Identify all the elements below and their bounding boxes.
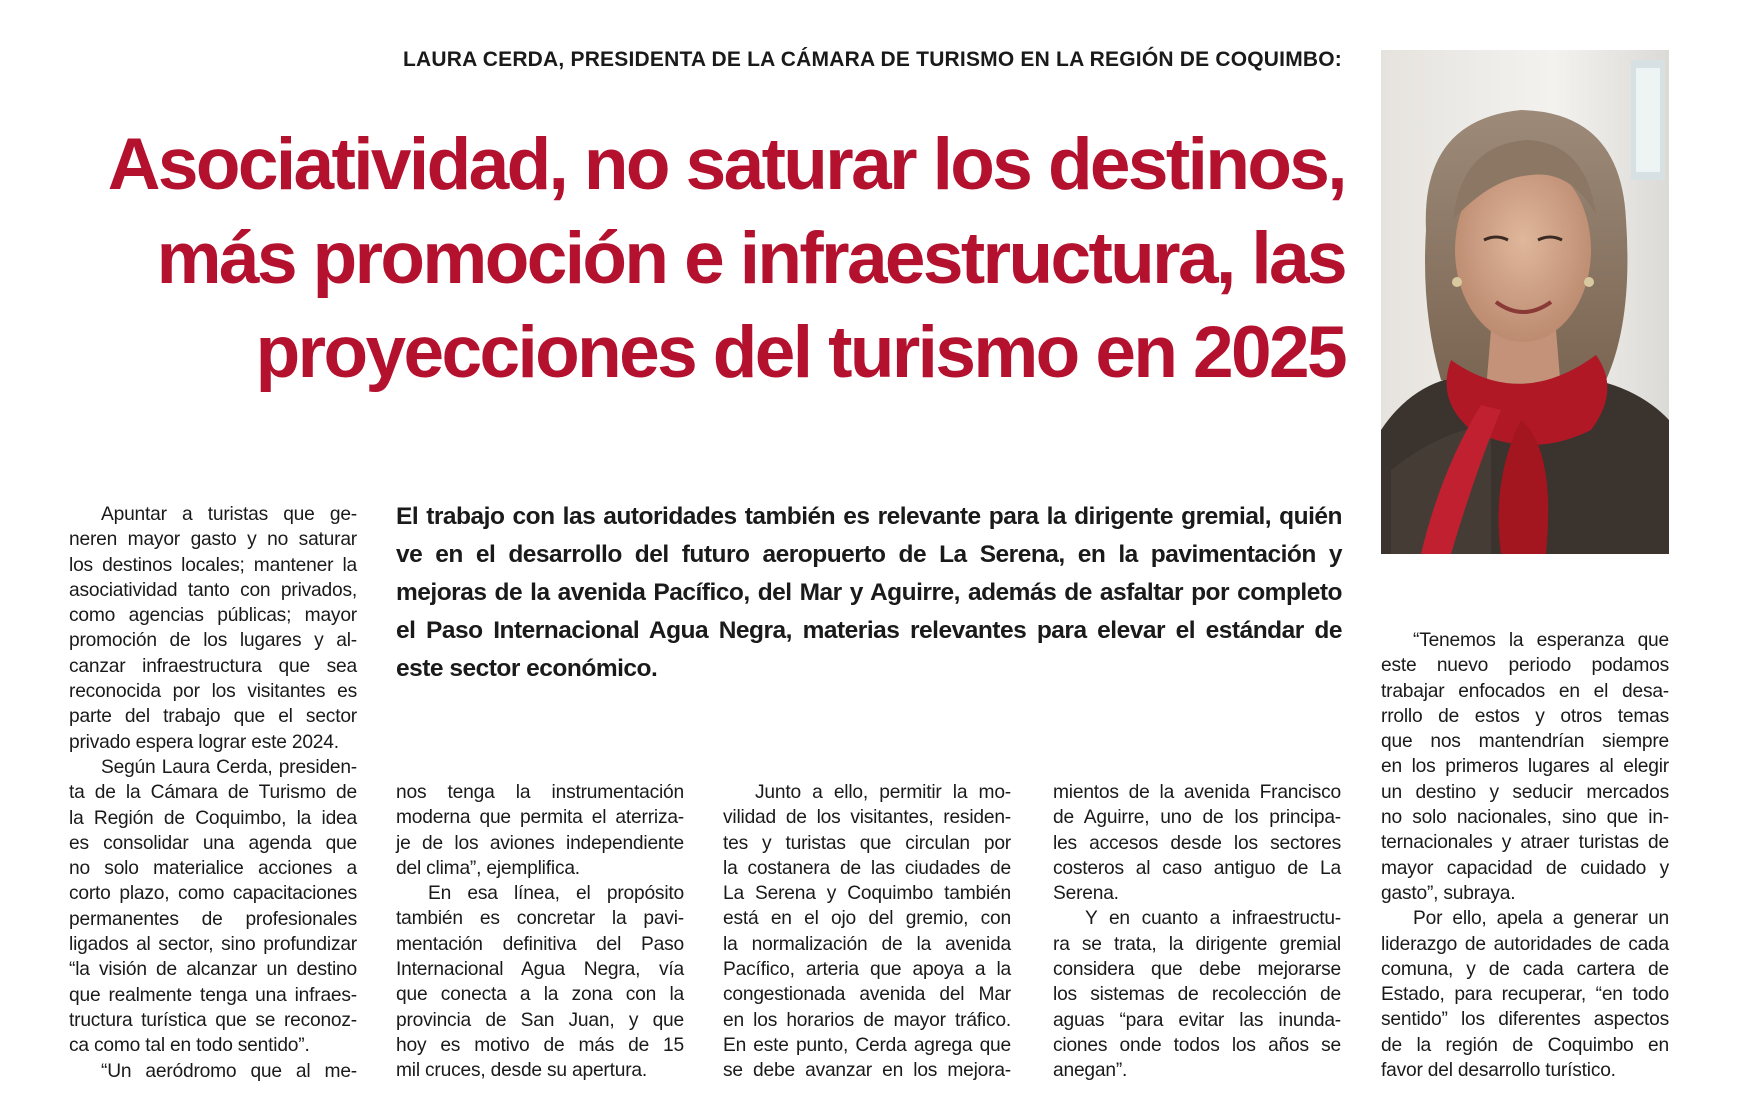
body-line: en los horarios de mayor tráfico. bbox=[723, 1009, 1011, 1031]
body-line: Apuntar a turistas que ge- bbox=[101, 504, 357, 525]
body-line: los sistemas de recolección de bbox=[1053, 984, 1341, 1006]
body-line: ra se trata, la dirigente gremial bbox=[1053, 933, 1341, 955]
body-line: trabajar enfocados en el desa- bbox=[1381, 680, 1669, 702]
body-line: “la visión de alcanzar un destino bbox=[69, 959, 357, 981]
body-line: En esa línea, el propósito bbox=[428, 883, 684, 905]
body-line: ternacionales y atraer turistas de bbox=[1381, 832, 1669, 854]
body-line: Serena. bbox=[1053, 883, 1119, 905]
body-line: La Serena y Coquimbo también bbox=[723, 883, 1011, 905]
body-line: parte del trabajo que el sector bbox=[69, 706, 357, 728]
body-line: Pacífico, arteria que apoya a la bbox=[723, 959, 1011, 981]
body-line: vilidad de los visitantes, residen- bbox=[723, 807, 1011, 829]
body-line: canzar infraestructura que sea bbox=[69, 655, 357, 677]
body-line: mentación definitiva del Paso bbox=[396, 933, 684, 955]
article-lead: El trabajo con las autoridades también es relevante para la dirigente gremial, quién ve en el desarrollo del futuro aeropuerto de La Serena, en la pavimentación y mejoras de la avenida Pacífico, del Mar y Aguirre, además de asfaltar por completo el Paso Internacional Agua Negra, materias relevantes para elevar el estándar de este sector económico. bbox=[396, 503, 1342, 682]
body-line: asociatividad tanto con privados, bbox=[69, 579, 357, 601]
body-line: je de los aviones independiente bbox=[396, 832, 684, 854]
body-line: privado espera lograr este 2024. bbox=[69, 731, 339, 753]
body-line: se debe avanzar en los mejora- bbox=[723, 1060, 1011, 1082]
body-line: favor del desarrollo turístico. bbox=[1381, 1060, 1616, 1082]
body-line: sentido” los diferentes aspectos bbox=[1381, 1009, 1669, 1031]
body-line: Junto a ello, permitir la mo- bbox=[755, 782, 1011, 803]
body-line: como agencias públicas; mayor bbox=[69, 605, 357, 627]
body-line: congestionada avenida del Mar bbox=[723, 984, 1011, 1006]
body-line: corto plazo, como capacitaciones bbox=[69, 883, 357, 905]
body-column-5 bbox=[1381, 628, 1669, 1083]
body-line: este nuevo periodo podamos bbox=[1381, 655, 1669, 677]
body-column-1 bbox=[69, 502, 357, 1084]
body-line: ciones onde todos los años se bbox=[1053, 1034, 1341, 1056]
body-line: de Aguirre, uno de los principa- bbox=[1053, 807, 1341, 829]
body-line: neren mayor gasto y no saturar bbox=[69, 529, 357, 551]
body-line: que realmente tenga una infraes- bbox=[69, 984, 357, 1006]
article-headline bbox=[60, 118, 1345, 400]
body-line: gasto”, subraya. bbox=[1381, 882, 1516, 904]
body-line: costeros al caso antiguo de La bbox=[1053, 857, 1341, 879]
body-line: les accesos desde los sectores bbox=[1053, 832, 1341, 854]
body-line: “Tenemos la esperanza que bbox=[1413, 630, 1669, 651]
portrait-illustration bbox=[1381, 50, 1669, 554]
body-line: no solo nacionales, sino que in- bbox=[1381, 807, 1669, 829]
body-line: un destino y seducir mercados bbox=[1381, 781, 1669, 803]
body-column-4 bbox=[1053, 780, 1341, 1084]
body-line: rrollo de estos y otros temas bbox=[1381, 705, 1669, 727]
body-line: Según Laura Cerda, presiden- bbox=[101, 756, 357, 778]
body-line: mientos de la avenida Francisco bbox=[1053, 782, 1341, 803]
body-column-3 bbox=[723, 780, 1011, 1084]
body-line: promoción de los lugares y al- bbox=[69, 630, 357, 652]
body-line: aguas “para evitar las inunda- bbox=[1053, 1009, 1341, 1031]
body-line: los destinos locales; mantener la bbox=[69, 554, 357, 576]
body-line: es consolidar una agenda que bbox=[69, 832, 357, 854]
body-line: tructura turística que se reconoz- bbox=[69, 1009, 357, 1031]
body-line: “Un aeródromo que al me- bbox=[101, 1060, 357, 1082]
body-line: Por ello, apela a generar un bbox=[1413, 908, 1669, 930]
portrait-photo bbox=[1381, 50, 1669, 554]
headline-line: proyecciones del turismo en 2025 bbox=[255, 312, 1345, 393]
headline-line: más promoción e infraestructura, las bbox=[156, 218, 1345, 299]
body-line: no solo materialice acciones a bbox=[69, 858, 357, 880]
body-line: mil cruces, desde su apertura. bbox=[396, 1060, 648, 1082]
headline-line: Asociatividad, no saturar los destinos, bbox=[107, 124, 1345, 205]
body-line: ta de la Cámara de Turismo de bbox=[69, 782, 357, 804]
body-line: hoy es motivo de más de 15 bbox=[396, 1034, 684, 1056]
body-line: ca como tal en todo sentido”. bbox=[69, 1035, 310, 1057]
body-line: Estado, para recuperar, “en todo bbox=[1381, 984, 1669, 1006]
article-kicker: LAURA CERDA, PRESIDENTA DE LA CÁMARA DE TURISMO EN LA REGIÓN DE COQUIMBO: bbox=[403, 48, 1342, 71]
body-line: moderna que permita el aterriza- bbox=[396, 807, 684, 829]
body-line: nos tenga la instrumentación bbox=[396, 782, 684, 803]
body-line: que conecta a la zona con la bbox=[396, 984, 684, 1006]
body-line: también es concretar la pavi- bbox=[396, 908, 684, 930]
body-line: del clima”, ejemplifica. bbox=[396, 857, 580, 879]
body-line: la Región de Coquimbo, la idea bbox=[69, 807, 357, 829]
body-line: que nos mantendrían siempre bbox=[1381, 731, 1669, 753]
body-line: comuna, y de cada cartera de bbox=[1381, 958, 1669, 980]
body-line: la costanera de las ciudades de bbox=[723, 857, 1011, 879]
body-line: tes y turistas que circulan por bbox=[723, 832, 1011, 854]
body-line: provincia de San Juan, y que bbox=[396, 1009, 684, 1031]
body-line: En este punto, Cerda agrega que bbox=[723, 1034, 1011, 1056]
body-line: liderazgo de autoridades de cada bbox=[1381, 933, 1669, 955]
body-line: la normalización de la avenida bbox=[723, 933, 1011, 955]
body-line: considera que debe mejorarse bbox=[1053, 959, 1341, 981]
body-line: está en el ojo del gremio, con bbox=[723, 908, 1011, 930]
body-line: reconocida por los visitantes es bbox=[69, 681, 357, 703]
body-line: de la región de Coquimbo en bbox=[1381, 1034, 1669, 1056]
body-line: anegan”. bbox=[1053, 1060, 1128, 1082]
body-line: ligados al sector, sino profundizar bbox=[69, 934, 357, 956]
body-line: en los primeros lugares al elegir bbox=[1381, 756, 1669, 778]
body-column-2 bbox=[396, 780, 684, 1084]
body-line: mayor capacidad de cuidado y bbox=[1381, 857, 1669, 879]
body-line: Y en cuanto a infraestructu- bbox=[1085, 908, 1341, 930]
body-line: permanentes de profesionales bbox=[69, 908, 357, 930]
body-line: Internacional Agua Negra, vía bbox=[396, 959, 684, 981]
